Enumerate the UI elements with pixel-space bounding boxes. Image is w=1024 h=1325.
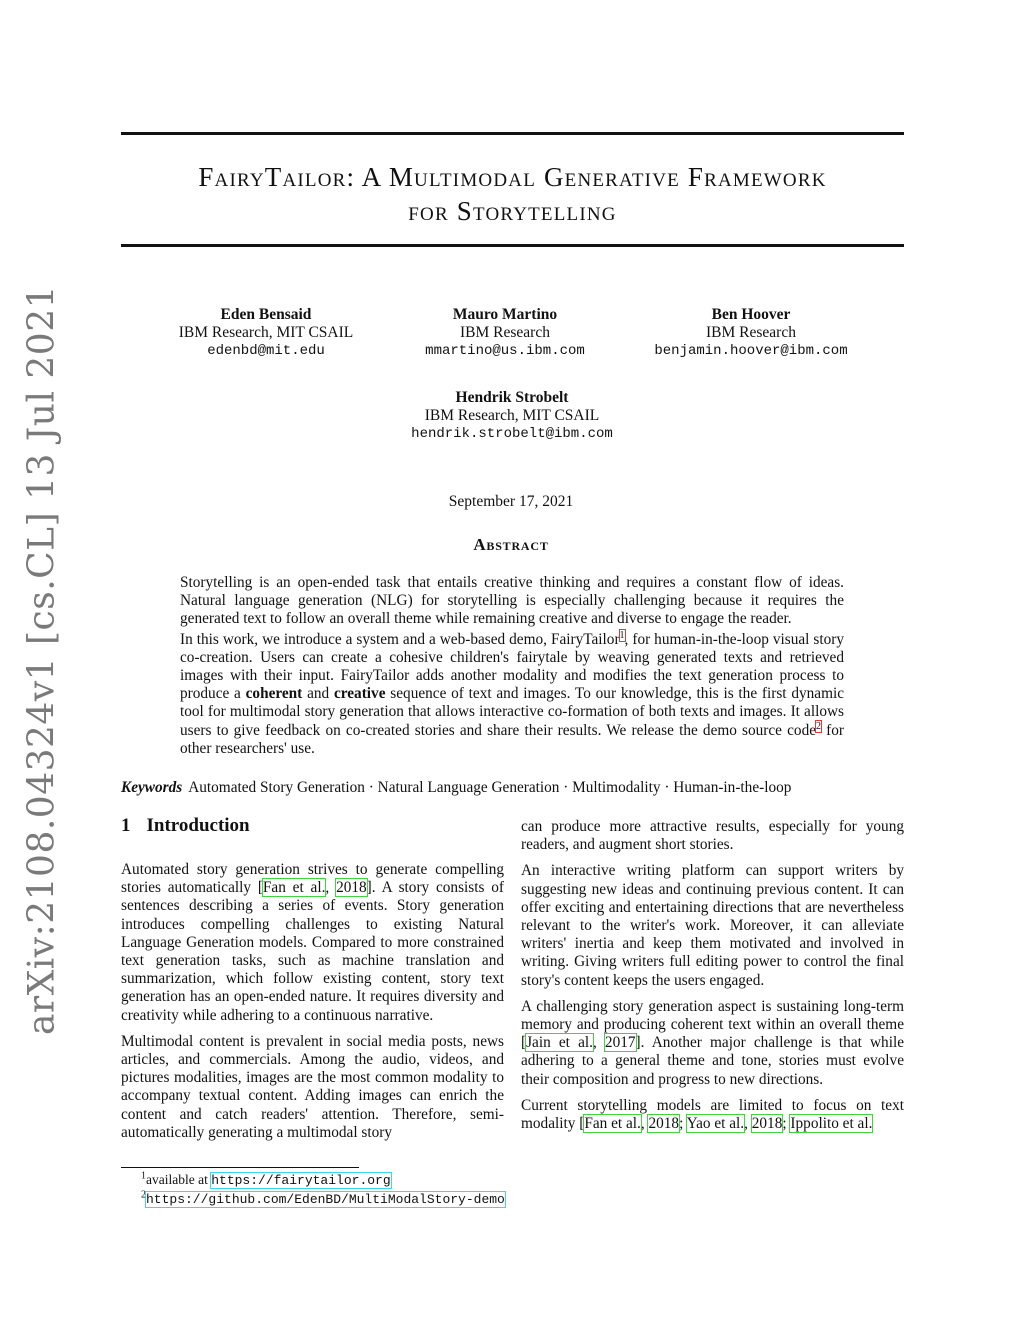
bold-creative: creative	[333, 685, 386, 703]
abstract-heading: Abstract	[473, 535, 549, 554]
footnote-mark: 1	[141, 1170, 146, 1182]
paper-title-line2: for Storytelling	[408, 196, 617, 226]
author-name: Mauro Martino	[452, 306, 558, 323]
title-rule-top	[121, 132, 904, 135]
citation-link[interactable]: 2018	[336, 879, 367, 897]
footnote-url-link[interactable]: https://github.com/EdenBD/MultiModalStory-demo	[146, 1192, 505, 1207]
footnote-ref-1[interactable]: 1	[619, 629, 625, 641]
intro-paragraph-3: An interactive writing platform can support writers by suggesting new ideas and continuing previous content. It can offer exciting and entertaining directions that are nevertheless relevant to the writer's work. Moreover, it can alleviate writers' inertia and keep them motivated and involved in writing. Giving writers full editing power to control the final story's content keeps the users engaged.	[521, 862, 904, 989]
author-email[interactable]: hendrik.strobelt@ibm.com	[411, 426, 613, 442]
keywords-label: Keywords	[121, 779, 183, 796]
citation-link[interactable]: 2018	[648, 1115, 680, 1133]
citation-link[interactable]: Ippolito et al.	[790, 1115, 873, 1133]
author-affiliation: IBM Research	[706, 324, 796, 341]
right-column	[521, 818, 904, 1141]
author-block	[601, 306, 901, 360]
left-column	[121, 861, 504, 1150]
paper-date: September 17, 2021	[448, 493, 574, 510]
author-email[interactable]: benjamin.hoover@ibm.com	[654, 343, 848, 359]
author-name: Ben Hoover	[711, 306, 791, 323]
citation-link[interactable]: 2018	[751, 1115, 783, 1133]
footnote-2	[141, 1191, 505, 1208]
section-heading-introduction	[121, 815, 250, 837]
abstract-paragraph-1: Storytelling is an open-ended task that entails creative thinking and requires a constant flow of ideas. Natural language generation (NLG) for storytelling is especially challenging because it requires the generated text to follow an overall theme while remaining creative and diverse to engage the reader.	[180, 574, 844, 628]
author-affiliation: IBM Research, MIT CSAIL	[178, 324, 354, 341]
abstract-paragraph-2: In this work, we introduce a system and a web-based demo, FairyTailor$^1$, for human-in-the-loop visual story co-creation. Users can create a cohesive children's fairytale by weaving generated texts and retrieved images with their input. FairyTailor adds another modality and modifies the text generation process to produce a coherent and creative sequence of text and images. To our knowledge, this is the first dynamic tool for multimodal story generation that allows interactive co-formation of both texts and images. It allows users to give feedback on co-created stories and share their results. We release the demo source code$^2$ for other researchers' use.	[180, 629, 845, 757]
intro-paragraph-1: Automated story generation strives to generate compelling stories automatically [Fan et al., 2018]. A story consists of sentences describing a series of events. Story generation introduces compelling challenges to existing Natural Language Generation models. Compared to more constrained text generation tasks, such as machine translation and summarization, which follow existing content, story text generation has an open-ended nature. It requires diversity and creativity while adhering to a continuous narrative.	[121, 861, 505, 1024]
citation-link[interactable]: 2017	[604, 1034, 636, 1052]
author-email[interactable]: mmartino@us.ibm.com	[425, 343, 585, 359]
intro-paragraph-4: A challenging story generation aspect is sustaining long-term memory and producing coherent text within an overall theme [Jain et al., 2017]. Another major challenge is that while adhering to a general theme and tone, stories must evolve their composition and progress to new directions.	[521, 997, 904, 1088]
author-affiliation: IBM Research	[460, 324, 550, 341]
footnote-1	[141, 1172, 391, 1189]
footnote-ref-2[interactable]: 2	[816, 720, 822, 732]
section-number: 1	[121, 815, 131, 836]
intro-paragraph-2: Multimodal content is prevalent in social media posts, news articles, and commercials. Among the audio, videos, and pictures modalities, images are the most common modality to accompany textual content. Adding images can enrich the content and catch readers' attention. Therefore, semi-automatically generating a multimodal story	[121, 1032, 504, 1141]
citation-link[interactable]: Fan et al.	[262, 879, 326, 897]
paper-title-line1: FairyTailor: A Multimodal Generative Framework	[198, 162, 827, 192]
citation-link[interactable]: Jain et al.	[526, 1034, 593, 1052]
bold-coherent: coherent	[245, 685, 303, 703]
author-name: Hendrik Strobelt	[455, 389, 569, 406]
author-email[interactable]: edenbd@mit.edu	[207, 343, 325, 359]
intro-paragraph-5: Current storytelling models are limited to focus on text modality [Fan et al., 2018; Yao et al., 2018; Ippolito et al.	[521, 1096, 904, 1133]
author-block	[362, 389, 662, 443]
title-rule-bottom	[121, 244, 904, 247]
citation-link[interactable]: Fan et al.	[584, 1115, 641, 1133]
footnote-prefix: available at	[146, 1172, 208, 1187]
arxiv-margin-stamp: arXiv:2108.04324v1 [cs.CL] 13 Jul 2021	[21, 284, 63, 1036]
author-affiliation: IBM Research, MIT CSAIL	[424, 407, 600, 424]
author-name: Eden Bensaid	[220, 306, 312, 323]
keywords-text: Automated Story Generation · Natural Language Generation · Multimodality · Human-in-the-loop	[188, 779, 792, 796]
intro-paragraph-continued: can produce more attractive results, especially for young readers, and augment short stories.	[521, 818, 904, 854]
footnote-rule	[121, 1167, 359, 1168]
citation-link[interactable]: Yao et al.	[686, 1115, 745, 1133]
footnote-mark: 2	[141, 1189, 146, 1201]
section-title: Introduction	[146, 815, 250, 836]
keywords-line	[121, 779, 904, 797]
abstract-body	[180, 574, 844, 760]
footnote-url-link[interactable]: https://fairytailor.org	[211, 1173, 391, 1188]
